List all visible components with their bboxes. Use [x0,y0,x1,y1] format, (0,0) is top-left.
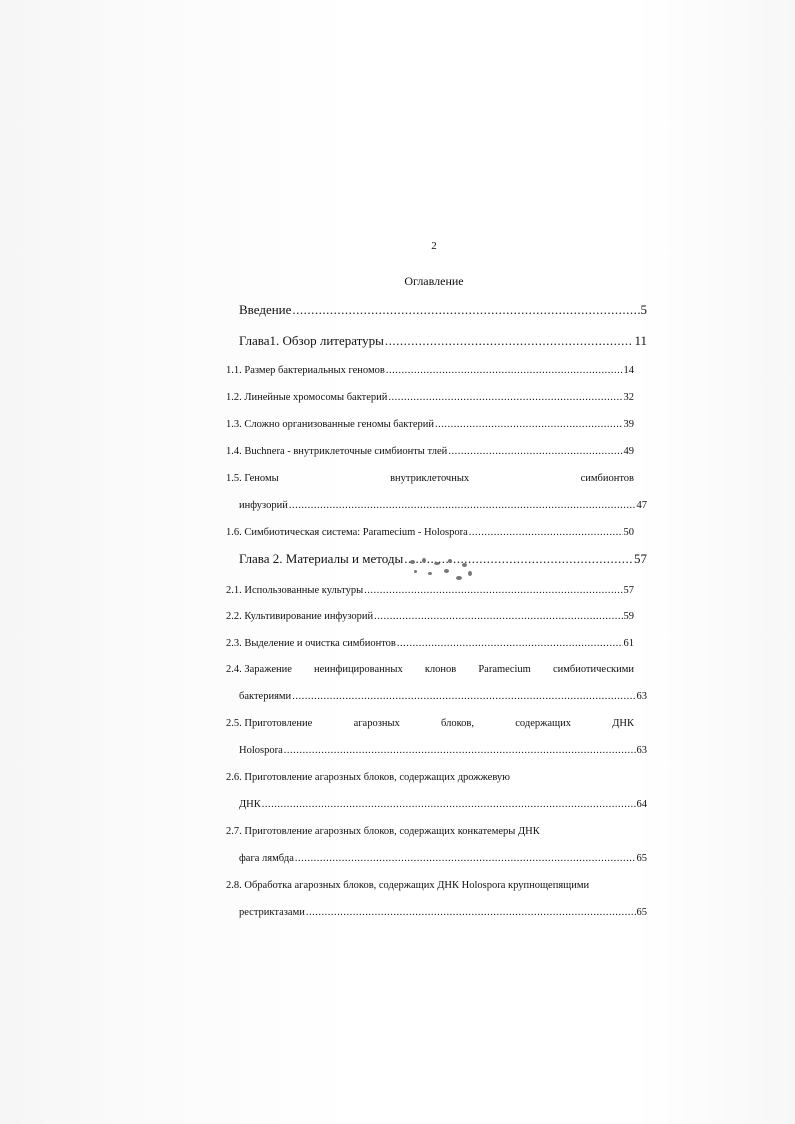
toc-entry-word: неинфицированных [314,664,403,675]
toc-entry-label: 2.8. Обработка агарозных блоков, содержащих ДНК Holospora крупнощепящими [226,880,590,891]
toc-entry-2-6 [226,771,634,785]
toc-entry-page: 64 [636,799,647,810]
toc-entry-word: 1.5. Геномы [226,473,279,484]
toc-entry-1-4 [226,445,634,459]
toc-entry-2-7-continuation [226,852,647,866]
toc-leader-dots [364,584,622,598]
toc-entry-page: 63 [636,745,647,756]
toc-entry-label: Holospora [239,745,283,756]
toc-entry-word: ДНК [612,718,634,729]
toc-leader-dots [292,690,635,704]
toc-entry-introduction [226,303,647,317]
toc-entry-label: 1.3. Сложно организованные геномы бактерий [226,419,434,430]
toc-entry-page: 49 [623,446,634,457]
toc-entry-label: Глава 2. Материалы и методы [239,551,404,566]
toc-leader-dots [292,303,639,317]
toc-leader-dots [469,526,623,540]
toc-entry-chapter-1 [226,334,647,348]
toc-entry-page: 65 [636,853,647,864]
toc-leader-dots [374,610,622,624]
toc-entry-label: Глава1. Обзор литературы [239,333,384,348]
toc-leader-dots [306,906,636,920]
toc-entry-label: 2.1. Использованные культуры [226,585,364,596]
toc-leader-dots [262,798,636,812]
toc-heading: Оглавление [404,274,464,288]
toc-entry-1-3 [226,418,634,432]
toc-entry-page: 14 [623,365,634,376]
toc-entry-page: 11 [634,333,647,348]
toc-entry-1-1 [226,364,634,378]
toc-entry-word: 2.4. Заражение [226,664,292,675]
toc-entry-label: 1.4. Buchnera - внутриклеточные симбионты тлей [226,446,448,457]
toc-entry-page: 5 [640,302,647,317]
toc-entry-2-2 [226,610,634,624]
toc-entry-page: 57 [634,551,647,566]
toc-entry-page: 50 [623,527,634,538]
toc-entry-page: 63 [636,691,647,702]
toc-leader-dots [388,391,622,405]
toc-leader-dots [397,637,623,651]
toc-entry-page: 57 [623,585,634,596]
toc-entry-word: симбионтов [580,473,634,484]
toc-entry-1-2 [226,391,634,405]
toc-entry-2-7 [226,825,634,839]
toc-entry-2-1 [226,584,634,598]
toc-entry-page: 61 [623,638,634,649]
toc-entry-word: содержащих [515,718,571,729]
toc-entry-2-5-continuation [226,744,647,758]
toc-entry-page: 59 [623,611,634,622]
toc-entry-label: бактериями [239,691,292,702]
toc-entry-2-8 [226,879,634,893]
toc-entry-label: фага лямбда [239,853,294,864]
toc-entry-label: 2.3. Выделение и очистка симбионтов [226,638,396,649]
toc-leader-dots [289,499,636,513]
toc-entry-page: 65 [636,907,647,918]
toc-entry-label: ДНК [239,799,261,810]
toc-entry-label: инфузорий [239,500,288,511]
toc-entry-word: агарозных [353,718,400,729]
toc-entry-2-4-continuation [226,690,647,704]
toc-entry-2-6-continuation [226,798,647,812]
toc-entry-word: внутриклеточных [390,473,470,484]
toc-entry-word: клонов [424,664,457,675]
toc-leader-dots [386,364,623,378]
toc-entry-1-5-continuation [226,499,647,513]
toc-entry-1-5 [226,472,634,486]
page-number: 2 [431,240,437,252]
toc-leader-dots [284,744,636,758]
toc-entry-page: 47 [636,500,647,511]
toc-entry-word: Paramecium [478,664,531,675]
toc-leader-dots [435,418,623,432]
toc-entry-2-8-continuation [226,906,647,920]
toc-entry-word: симбиотическими [552,664,634,675]
toc-leader-dots [295,852,636,866]
toc-entry-word: блоков, [441,718,474,729]
toc-entry-page: 39 [623,419,634,430]
toc-entry-page: 32 [623,392,634,403]
toc-entry-label: Введение [239,302,292,317]
toc-entry-label: 2.2. Культивирование инфузорий [226,611,374,622]
toc-leader-dots [448,445,622,459]
toc-entry-label: 2.7. Приготовление агарозных блоков, содержащих конкатемеры ДНК [226,826,540,837]
scan-smudge [404,556,484,584]
toc-entry-label: 1.2. Линейные хромосомы бактерий [226,392,388,403]
toc-entry-label: 2.6. Приготовление агарозных блоков, содержащих дрожжевую [226,772,511,783]
toc-entry-word: 2.5. Приготовление [226,718,313,729]
toc-entry-2-4 [226,663,634,677]
toc-entry-2-5 [226,717,634,731]
toc-entry-label: рестриктазами [239,907,305,918]
toc-entry-1-6 [226,526,634,540]
toc-entry-2-3 [226,637,634,651]
toc-leader-dots [385,334,634,348]
toc-entry-label: 1.6. Симбиотическая система: Paramecium - Holospora [226,527,468,538]
toc-entry-label: 1.1. Размер бактериальных геномов [226,365,385,376]
